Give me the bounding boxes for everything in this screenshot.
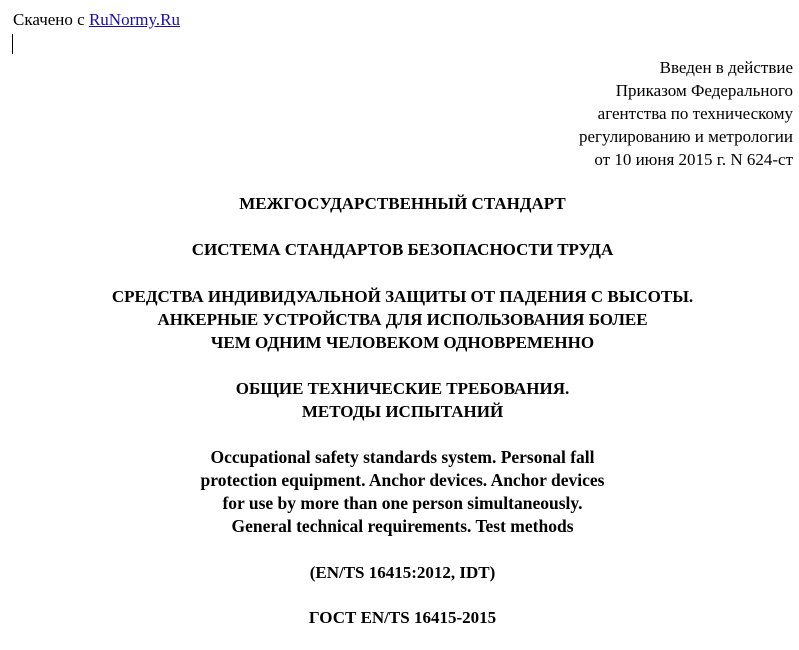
standard-type-heading	[0, 192, 799, 215]
title-ru-line: ЧЕМ ОДНИМ ЧЕЛОВЕКОМ ОДНОВРЕМЕННО	[210, 333, 595, 352]
text-cursor	[12, 34, 13, 54]
source-line	[13, 10, 180, 30]
subtitle-ru-line: ОБЩИЕ ТЕХНИЧЕСКИЕ ТРЕБОВАНИЯ.	[235, 379, 570, 398]
approval-line: от 10 июня 2015 г. N 624-ст	[594, 150, 793, 169]
approval-line: Введен в действие	[659, 58, 793, 77]
title-en	[0, 446, 799, 538]
title-ru-line: АНКЕРНЫЕ УСТРОЙСТВА ДЛЯ ИСПОЛЬЗОВАНИЯ БОЛЕЕ	[157, 310, 648, 329]
title-ru-line: СРЕДСТВА ИНДИВИДУАЛЬНОЙ ЗАЩИТЫ ОТ ПАДЕНИЯ С ВЫСОТЫ.	[111, 287, 694, 306]
standard-designation	[0, 606, 799, 629]
equivalence-note	[0, 561, 799, 584]
source-prefix: Скачено с	[13, 10, 89, 29]
designation-text: ГОСТ EN/TS 16415-2015	[308, 608, 497, 627]
approval-line: агентства по техническому	[597, 104, 793, 123]
source-link[interactable]: RuNormy.Ru	[88, 10, 180, 29]
approval-line: Приказом Федерального	[615, 81, 793, 100]
subtitle-ru-line: МЕТОДЫ ИСПЫТАНИЙ	[301, 402, 504, 421]
title-en-line: General technical requirements. Test methods	[231, 516, 574, 536]
standard-type-text: МЕЖГОСУДАРСТВЕННЫЙ СТАНДАРТ	[239, 194, 566, 213]
system-heading	[0, 238, 799, 261]
approval-block	[579, 56, 793, 171]
title-en-line: for use by more than one person simultaneously.	[222, 493, 583, 513]
system-text: СИСТЕМА СТАНДАРТОВ БЕЗОПАСНОСТИ ТРУДА	[191, 240, 614, 259]
approval-line: регулированию и метрологии	[578, 127, 793, 146]
title-en-line: protection equipment. Anchor devices. Anchor devices	[200, 470, 605, 490]
title-en-line: Occupational safety standards system. Personal fall	[210, 447, 595, 467]
equivalence-text: (EN/TS 16415:2012, IDT)	[309, 563, 496, 582]
title-ru	[0, 285, 799, 354]
subtitle-ru	[0, 377, 799, 423]
